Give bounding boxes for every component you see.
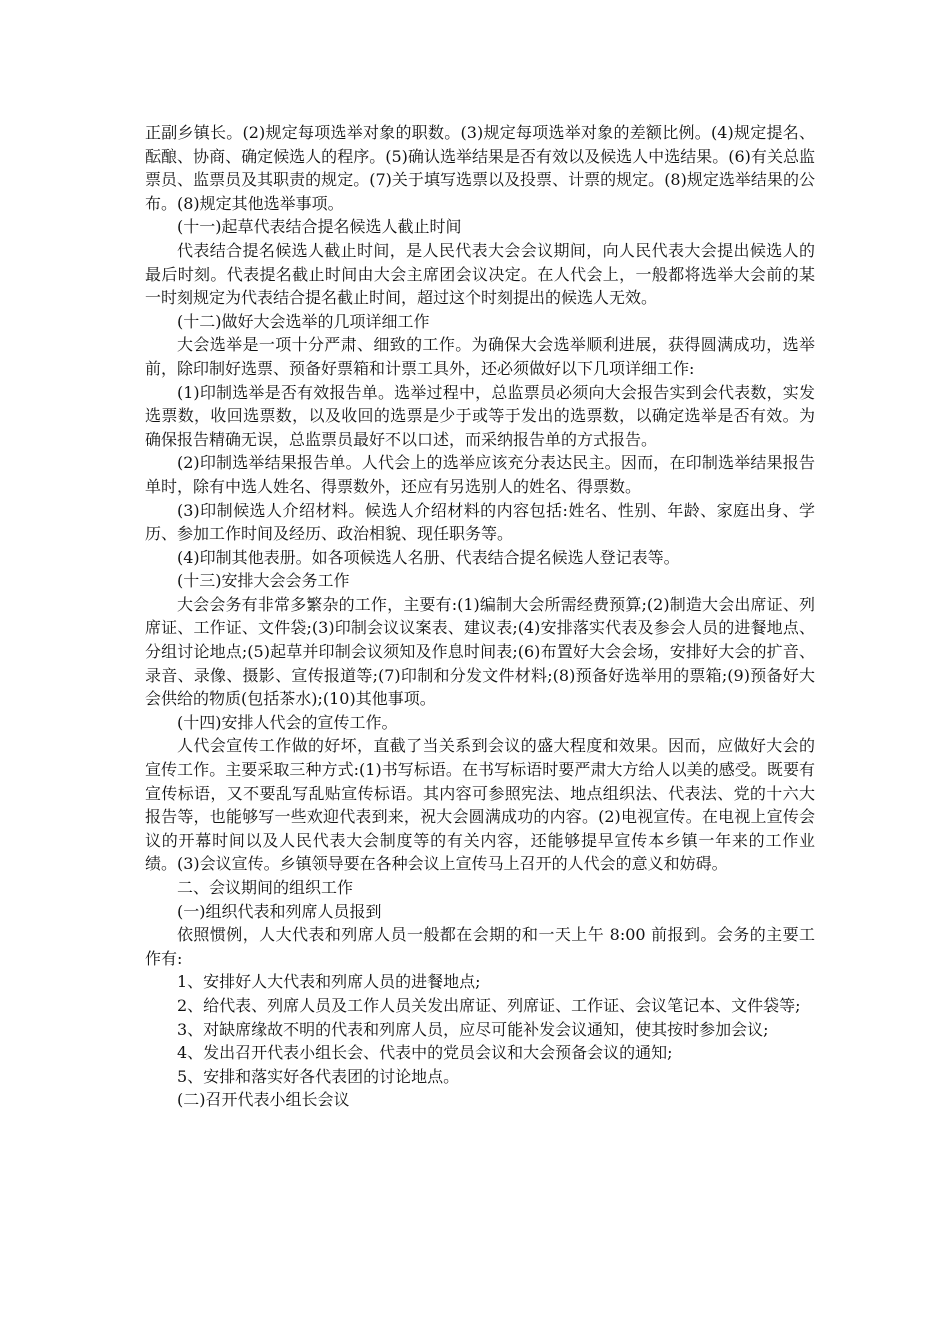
section-heading: (十三)安排大会会务工作 bbox=[177, 571, 350, 591]
section-heading: (十四)安排人代会的宣传工作。 bbox=[177, 712, 398, 732]
paragraph: (2)印制选举结果报告单。人代会上的选举应该充分表达民主。因而，在印制选举结果报告单时，除有中选人姓名、得票数外，还应有另选别人的姓名、得票数。 bbox=[145, 453, 815, 496]
list-item: 1、安排好人大代表和列席人员的进餐地点; bbox=[177, 972, 481, 992]
paragraph: 正副乡镇长。(2)规定每项选举对象的职数。(3)规定每项选举对象的差额比例。(4)规定提名、酝酿、协商、确定候选人的程序。(5)确认选举结果是否有效以及候选人中选结果。(6)有关总监票员、监票员及其职责的规定。(7)关于填写选票以及投票、计票的规定。(8)规定选举结果的公布。(8)规定其他选举事项。 bbox=[145, 123, 815, 213]
document-body bbox=[145, 121, 815, 1112]
section-heading: (十一)起草代表结合提名候选人截止时间 bbox=[177, 217, 462, 237]
paragraph: 代表结合提名候选人截止时间，是人民代表大会会议期间，向人民代表大会提出候选人的最后时刻。代表提名截止时间由大会主席团会议决定。在人代会上，一般都将选举大会前的某一时刻规定为代表结合提名截止时间，超过这个时刻提出的候选人无效。 bbox=[145, 240, 815, 308]
paragraph: (3)印制候选人介绍材料。候选人介绍材料的内容包括:姓名、性别、年龄、家庭出身、学历、参加工作时间及经历、政治相貌、现任职务等。 bbox=[145, 500, 815, 544]
paragraph: (1)印制选举是否有效报告单。选举过程中，总监票员必须向大会报告实到会代表数，实发选票数，收回选票数，以及收回的选票是少于或等于发出的选票数，以确定选举是否有效。为确保报告精确无误，总监票员最好不以口述，而采纳报告单的方式报告。 bbox=[145, 382, 815, 449]
list-item: 4、发出召开代表小组长会、代表中的党员会议和大会预备会议的通知; bbox=[177, 1043, 673, 1063]
section-heading: (十二)做好大会选举的几项详细工作 bbox=[177, 311, 430, 331]
paragraph: 依照惯例，人大代表和列席人员一般都在会期的和一天上午 8:00 前报到。会务的主要工作有: bbox=[145, 925, 815, 968]
section-heading: (一)组织代表和列席人员报到 bbox=[177, 901, 382, 921]
paragraph: (4)印制其他表册。如各项候选人名册、代表结合提名候选人登记表等。 bbox=[177, 547, 680, 567]
paragraph: 大会会务有非常多繁杂的工作，主要有:(1)编制大会所需经费预算;(2)制造大会出席证、列席证、工作证、文件袋;(3)印制会议议案表、建议表;(4)安排落实代表及参会人员的进餐地点、分组讨论地点;(5)起草并印制会议须知及作息时间表;(6)布置好大会会场，安排好大会的扩音、录音、录像、摄影、宣传报道等;(7)印制和分发文件材料;(8)预备好选举用的票箱;(9)预备好大会供给的物质(包括茶水);(10)其他事项。 bbox=[145, 594, 815, 709]
paragraph: 大会选举是一项十分严肃、细致的工作。为确保大会选举顺利进展，获得圆满成功，选举前，除印制好选票、预备好票箱和计票工具外，还必须做好以下几项详细工作: bbox=[145, 335, 815, 378]
chapter-heading: 二、会议期间的组织工作 bbox=[177, 878, 354, 897]
paragraph: 人代会宣传工作做的好坏，直截了当关系到会议的盛大程度和效果。因而，应做好大会的宣传工作。主要采取三种方式:(1)书写标语。在书写标语时要严肃大方给人以美的感受。既要有宣传标语，又不要乱写乱贴宣传标语。其内容可参照宪法、地点组织法、代表法、党的十六大报告等，也能够写一些欢迎代表到来，祝大会圆满成功的内容。(2)电视宣传。在电视上宣传会议的开幕时间以及人民代表大会制度等的有关内容，还能够提早宣传本乡镇一年来的工作业绩。(3)会议宣传。乡镇领导要在各种会议上宣传马上召开的人代会的意义和妨碍。 bbox=[145, 736, 815, 874]
list-item: 2、给代表、列席人员及工作人员关发出席证、列席证、工作证、会议笔记本、文件袋等; bbox=[177, 995, 801, 1015]
section-heading: (二)召开代表小组长会议 bbox=[177, 1090, 350, 1110]
list-item: 5、安排和落实好各代表团的讨论地点。 bbox=[177, 1066, 460, 1086]
list-item: 3、对缺席缘故不明的代表和列席人员，应尽可能补发会议通知，使其按时参加会议; bbox=[177, 1019, 769, 1039]
